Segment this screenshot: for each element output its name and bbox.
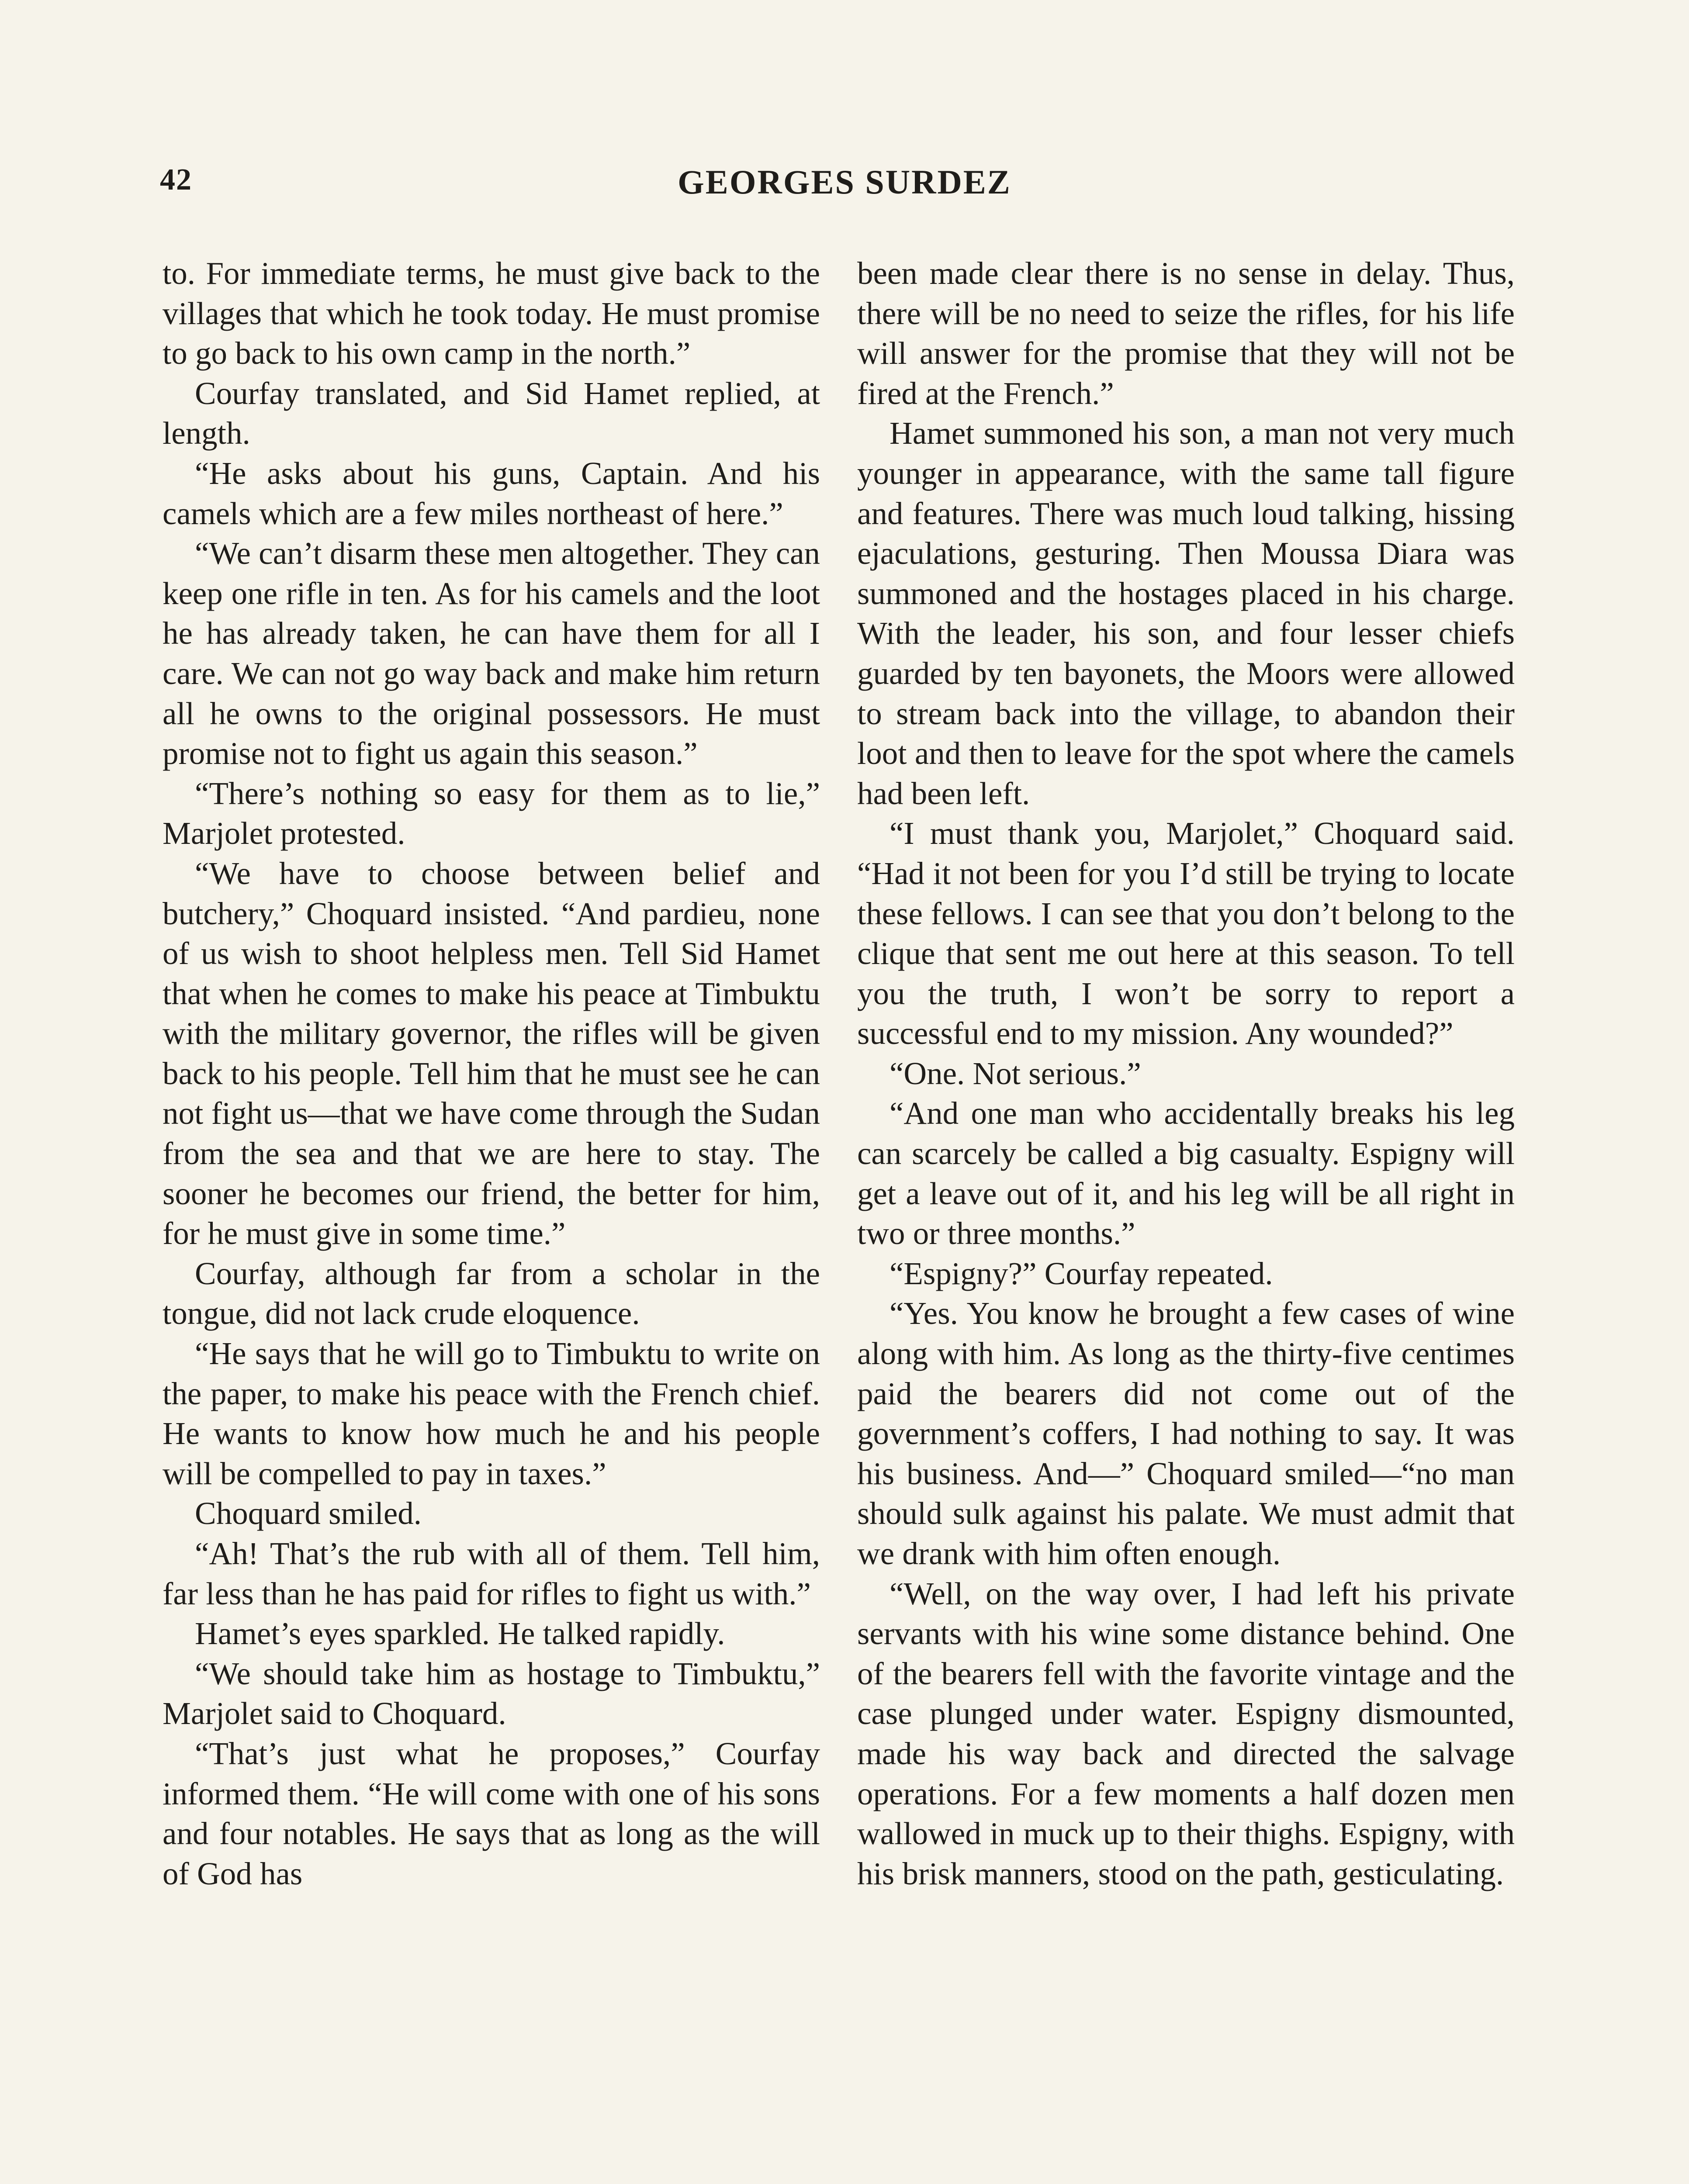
paragraph: “We can’t disarm these men altogether. They can keep one rifle in ten. As for his camels and the loot he has already taken, he can have them for all I care. We can not go way back and make him return all he owns to the original possessors. He must promise not to fight us again this season.” (163, 536, 820, 771)
paragraph: “One. Not serious.” (889, 1055, 1141, 1091)
paragraph: “That’s just what he proposes,” Courfay informed them. “He will come with one of his sons and four notables. He says that as long as the will of God has (163, 1735, 820, 1891)
paragraph: “Ah! That’s the rub with all of them. Tell him, far less than he has paid for rifles to fight us with.” (163, 1536, 820, 1611)
paragraph: “There’s nothing so easy for them as to lie,” Marjolet protested. (163, 775, 820, 851)
right-column (857, 253, 1515, 1894)
running-head: GEORGES SURDEZ (678, 163, 1011, 201)
paragraph: “He asks about his guns, Captain. And his camels which are a few miles northeast of here.” (163, 455, 820, 531)
paragraph: Hamet’s eyes sparkled. He talked rapidly. (195, 1616, 725, 1652)
paragraph: “We should take him as hostage to Timbuktu,” Marjolet said to Choquard. (163, 1655, 820, 1731)
paragraph: “And one man who accidentally breaks his leg can scarcely be called a big casualty. Espigny will get a leave out of it, and his leg will be all right in two or three months.” (857, 1095, 1515, 1251)
paragraph: Courfay translated, and Sid Hamet replied, at length. (163, 375, 820, 451)
paragraph: been made clear there is no sense in delay. Thus, there will be no need to seize the rifles, for his life will answer for the promise that they will not be fired at the French.” (857, 256, 1515, 411)
paragraph: “We have to choose between belief and butchery,” Choquard insisted. “And pardieu, none of us wish to shoot helpless men. Tell Sid Hamet that when he comes to make his peace at Timbuktu with the military governor, the rifles will be given back to his people. Tell him that he must see he can not fight us—that we have come through the Sudan from the sea and that we are here to stay. The sooner he becomes our friend, the better for him, for he must give in some time.” (163, 855, 820, 1251)
page-number: 42 (160, 163, 192, 197)
paragraph: “Espigny?” Courfay repeated. (889, 1255, 1273, 1291)
paragraph: Courfay, although far from a scholar in the tongue, did not lack crude eloquence. (163, 1255, 820, 1331)
paragraph: Hamet summoned his son, a man not very much younger in appearance, with the same tall figure and features. There was much loud talking, hissing ejaculations, gesturing. Then Moussa Diara was summoned and the hostages placed in his charge. With the leader, his son, and four lesser chiefs guarded by ten bayonets, the Moors were allowed to stream back into the village, to abandon their loot and then to leave for the spot where the camels had been left. (857, 415, 1515, 811)
paragraph: “Yes. You know he brought a few cases of wine along with him. As long as the thirty-five centimes paid the bearers did not come out of the government’s coffers, I had nothing to say. It was his business. And—” Choquard smiled—“no man should sulk against his palate. We must admit that we drank with him often enough. (857, 1296, 1515, 1571)
paragraph: Choquard smiled. (195, 1496, 422, 1531)
paragraph: “I must thank you, Marjolet,” Choquard said. “Had it not been for you I’d still be trying to locate these fellows. I can see that you don’t belong to the clique that sent me out here at this season. To tell you the truth, I won’t be sorry to report a successful end to my mission. Any wounded?” (857, 816, 1515, 1051)
paragraph: “Well, on the way over, I had left his private servants with his wine some distance behind. One of the bearers fell with the favorite vintage and the case plunged under water. Espigny dismounted, made his way back and directed the salvage operations. For a few moments a half dozen men wallowed in muck up to their thighs. Espigny, with his brisk manners, stood on the path, gesticulating. (857, 1576, 1515, 1891)
left-column (163, 253, 820, 1894)
paragraph: to. For immediate terms, he must give back to the villages that which he took today. He must promise to go back to his own camp in the north.” (163, 256, 820, 371)
paragraph: “He says that he will go to Timbuktu to write on the paper, to make his peace with the French chief. He wants to know how much he and his people will be compelled to pay in taxes.” (163, 1336, 820, 1491)
